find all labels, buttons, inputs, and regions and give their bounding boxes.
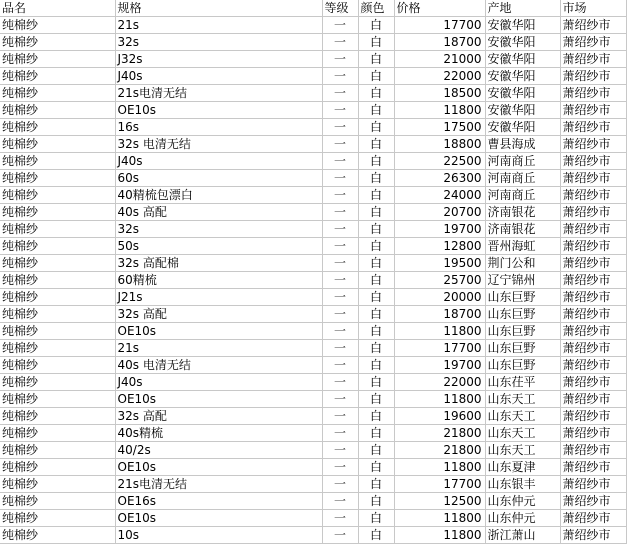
cell-price[interactable]: 17700 — [394, 17, 485, 34]
cell-name[interactable]: 纯棉纱 — [0, 289, 115, 306]
cell-spec[interactable]: J32s — [115, 51, 322, 68]
cell-name[interactable]: 纯棉纱 — [0, 493, 115, 510]
cell-market[interactable]: 萧绍纱市 — [560, 493, 626, 510]
cell-price[interactable]: 20000 — [394, 289, 485, 306]
table-row — [0, 170, 626, 187]
cell-color[interactable]: 白 — [358, 408, 394, 425]
cell-market[interactable]: 萧绍纱市 — [560, 153, 626, 170]
table-row — [0, 102, 626, 119]
cell-color[interactable]: 白 — [358, 527, 394, 544]
cell-price[interactable]: 22000 — [394, 68, 485, 85]
table-row — [0, 340, 626, 357]
cell-name[interactable]: 纯棉纱 — [0, 459, 115, 476]
cell-name[interactable]: 纯棉纱 — [0, 221, 115, 238]
table-row — [0, 408, 626, 425]
cell-price[interactable]: 26300 — [394, 170, 485, 187]
header-cell-name[interactable]: 品名 — [0, 0, 115, 17]
cell-name[interactable]: 纯棉纱 — [0, 272, 115, 289]
cell-price[interactable]: 11800 — [394, 102, 485, 119]
cell-name[interactable]: 纯棉纱 — [0, 51, 115, 68]
cell-name[interactable]: 纯棉纱 — [0, 102, 115, 119]
table-row — [0, 153, 626, 170]
cell-color[interactable]: 白 — [358, 357, 394, 374]
table-row — [0, 255, 626, 272]
cell-grade[interactable]: 一 — [322, 68, 358, 85]
cell-price[interactable]: 19700 — [394, 357, 485, 374]
cell-market[interactable]: 萧绍纱市 — [560, 442, 626, 459]
table-row — [0, 527, 626, 544]
cell-grade[interactable]: 一 — [322, 272, 358, 289]
cell-spec[interactable]: 40/2s — [115, 442, 322, 459]
cell-name[interactable]: 纯棉纱 — [0, 510, 115, 527]
cell-price[interactable]: 24000 — [394, 187, 485, 204]
cell-color[interactable]: 白 — [358, 85, 394, 102]
cell-color[interactable]: 白 — [358, 425, 394, 442]
header-cell-spec[interactable]: 规格 — [115, 0, 322, 17]
cell-origin[interactable]: 河南商丘 — [485, 187, 560, 204]
cell-origin[interactable]: 安徽华阳 — [485, 85, 560, 102]
cell-color[interactable]: 白 — [358, 493, 394, 510]
cell-price[interactable]: 25700 — [394, 272, 485, 289]
table-row — [0, 204, 626, 221]
table-row — [0, 391, 626, 408]
table-row — [0, 306, 626, 323]
cell-market[interactable]: 萧绍纱市 — [560, 459, 626, 476]
cell-grade[interactable]: 一 — [322, 391, 358, 408]
cell-grade[interactable]: 一 — [322, 425, 358, 442]
cell-color[interactable]: 白 — [358, 119, 394, 136]
cell-origin[interactable]: 安徽华阳 — [485, 68, 560, 85]
cell-name[interactable]: 纯棉纱 — [0, 119, 115, 136]
header-cell-grade[interactable]: 等级 — [322, 0, 358, 17]
cell-origin[interactable]: 山东巨野 — [485, 323, 560, 340]
cell-market[interactable]: 萧绍纱市 — [560, 85, 626, 102]
cell-spec[interactable]: 21s — [115, 17, 322, 34]
cell-color[interactable]: 白 — [358, 221, 394, 238]
cell-grade[interactable]: 一 — [322, 306, 358, 323]
cell-color[interactable]: 白 — [358, 204, 394, 221]
cell-spec[interactable]: 40s 高配 — [115, 204, 322, 221]
cell-origin[interactable]: 山东巨野 — [485, 340, 560, 357]
cell-color[interactable]: 白 — [358, 136, 394, 153]
table-row — [0, 238, 626, 255]
cell-name[interactable]: 纯棉纱 — [0, 323, 115, 340]
cell-origin[interactable]: 山东仲元 — [485, 493, 560, 510]
cell-price[interactable]: 11800 — [394, 459, 485, 476]
cell-price[interactable]: 19700 — [394, 221, 485, 238]
cell-origin[interactable]: 辽宁锦州 — [485, 272, 560, 289]
cell-name[interactable]: 纯棉纱 — [0, 357, 115, 374]
cell-name[interactable]: 纯棉纱 — [0, 374, 115, 391]
table-row — [0, 221, 626, 238]
cell-spec[interactable]: 50s — [115, 238, 322, 255]
cell-origin[interactable]: 安徽华阳 — [485, 34, 560, 51]
cell-color[interactable]: 白 — [358, 170, 394, 187]
cell-origin[interactable]: 山东夏津 — [485, 459, 560, 476]
cell-market[interactable]: 萧绍纱市 — [560, 255, 626, 272]
table-row — [0, 136, 626, 153]
cell-origin[interactable]: 山东巨野 — [485, 289, 560, 306]
cell-price[interactable]: 12800 — [394, 238, 485, 255]
cell-spec[interactable]: J40s — [115, 374, 322, 391]
cell-price[interactable]: 20700 — [394, 204, 485, 221]
cell-grade[interactable]: 一 — [322, 510, 358, 527]
cell-spec[interactable]: 32s 电清无结 — [115, 136, 322, 153]
cell-grade[interactable]: 一 — [322, 493, 358, 510]
cell-grade[interactable]: 一 — [322, 119, 358, 136]
cell-origin[interactable]: 山东巨野 — [485, 306, 560, 323]
table-row — [0, 374, 626, 391]
cell-origin[interactable]: 山东天工 — [485, 442, 560, 459]
cell-origin[interactable]: 山东仲元 — [485, 510, 560, 527]
cell-market[interactable]: 萧绍纱市 — [560, 221, 626, 238]
header-cell-origin[interactable]: 产地 — [485, 0, 560, 17]
header-cell-price[interactable]: 价格 — [394, 0, 485, 17]
cell-grade[interactable]: 一 — [322, 17, 358, 34]
cell-spec[interactable]: 32s — [115, 221, 322, 238]
cell-price[interactable]: 21000 — [394, 51, 485, 68]
header-cell-market[interactable]: 市场 — [560, 0, 626, 17]
cell-spec[interactable]: J21s — [115, 289, 322, 306]
cell-origin[interactable]: 河南商丘 — [485, 170, 560, 187]
cell-grade[interactable]: 一 — [322, 357, 358, 374]
table-row — [0, 187, 626, 204]
cell-name[interactable]: 纯棉纱 — [0, 153, 115, 170]
cell-grade[interactable]: 一 — [322, 323, 358, 340]
cell-market[interactable]: 萧绍纱市 — [560, 204, 626, 221]
cell-market[interactable]: 萧绍纱市 — [560, 17, 626, 34]
cell-grade[interactable]: 一 — [322, 85, 358, 102]
cell-name[interactable]: 纯棉纱 — [0, 306, 115, 323]
header-cell-color[interactable]: 颜色 — [358, 0, 394, 17]
cell-origin[interactable]: 安徽华阳 — [485, 51, 560, 68]
cell-origin[interactable]: 山东巨野 — [485, 357, 560, 374]
cell-grade[interactable]: 一 — [322, 221, 358, 238]
cell-spec[interactable]: 32s — [115, 34, 322, 51]
cell-color[interactable]: 白 — [358, 68, 394, 85]
table-row — [0, 493, 626, 510]
cell-spec[interactable]: 16s — [115, 119, 322, 136]
cell-spec[interactable]: 40s 电清无结 — [115, 357, 322, 374]
table-row — [0, 289, 626, 306]
cell-market[interactable]: 萧绍纱市 — [560, 187, 626, 204]
cell-grade[interactable]: 一 — [322, 238, 358, 255]
cell-price[interactable]: 11800 — [394, 391, 485, 408]
cell-market[interactable]: 萧绍纱市 — [560, 527, 626, 544]
cell-spec[interactable]: 60精梳 — [115, 272, 322, 289]
cell-color[interactable]: 白 — [358, 289, 394, 306]
cell-price[interactable]: 11800 — [394, 323, 485, 340]
cell-name[interactable]: 纯棉纱 — [0, 85, 115, 102]
cell-grade[interactable]: 一 — [322, 51, 358, 68]
cell-price[interactable]: 21800 — [394, 425, 485, 442]
cell-spec[interactable]: 40s精梳 — [115, 425, 322, 442]
cell-market[interactable]: 萧绍纱市 — [560, 170, 626, 187]
cell-name[interactable]: 纯棉纱 — [0, 425, 115, 442]
cell-origin[interactable]: 山东茌平 — [485, 374, 560, 391]
cell-color[interactable]: 白 — [358, 187, 394, 204]
cell-spec[interactable]: OE16s — [115, 493, 322, 510]
table-row — [0, 323, 626, 340]
cell-name[interactable]: 纯棉纱 — [0, 34, 115, 51]
cell-spec[interactable]: J40s — [115, 153, 322, 170]
cell-grade[interactable]: 一 — [322, 340, 358, 357]
cell-name[interactable]: 纯棉纱 — [0, 204, 115, 221]
cell-grade[interactable]: 一 — [322, 374, 358, 391]
table-row — [0, 272, 626, 289]
cell-name[interactable]: 纯棉纱 — [0, 340, 115, 357]
cell-price[interactable]: 12500 — [394, 493, 485, 510]
cell-price[interactable]: 18500 — [394, 85, 485, 102]
header-row — [0, 0, 626, 17]
table-row — [0, 510, 626, 527]
cell-spec[interactable]: 60s — [115, 170, 322, 187]
cell-market[interactable]: 萧绍纱市 — [560, 340, 626, 357]
cell-market[interactable]: 萧绍纱市 — [560, 391, 626, 408]
cell-market[interactable]: 萧绍纱市 — [560, 51, 626, 68]
cell-grade[interactable]: 一 — [322, 102, 358, 119]
cell-grade[interactable]: 一 — [322, 459, 358, 476]
cell-price[interactable]: 21800 — [394, 442, 485, 459]
cell-price[interactable]: 17500 — [394, 119, 485, 136]
cell-origin[interactable]: 浙江萧山 — [485, 527, 560, 544]
cell-spec[interactable]: 10s — [115, 527, 322, 544]
table-row — [0, 357, 626, 374]
cell-origin[interactable]: 曹县海成 — [485, 136, 560, 153]
cell-origin[interactable]: 山东天工 — [485, 425, 560, 442]
cell-price[interactable]: 22000 — [394, 374, 485, 391]
cell-spec[interactable]: OE10s — [115, 391, 322, 408]
cell-name[interactable]: 纯棉纱 — [0, 442, 115, 459]
cell-color[interactable]: 白 — [358, 17, 394, 34]
cell-price[interactable]: 22500 — [394, 153, 485, 170]
cell-color[interactable]: 白 — [358, 510, 394, 527]
cell-market[interactable]: 萧绍纱市 — [560, 408, 626, 425]
cell-market[interactable]: 萧绍纱市 — [560, 289, 626, 306]
cell-color[interactable]: 白 — [358, 442, 394, 459]
cell-color[interactable]: 白 — [358, 476, 394, 493]
cell-grade[interactable]: 一 — [322, 289, 358, 306]
cell-price[interactable]: 17700 — [394, 340, 485, 357]
cell-name[interactable]: 纯棉纱 — [0, 255, 115, 272]
table-row — [0, 68, 626, 85]
cell-market[interactable]: 萧绍纱市 — [560, 272, 626, 289]
cell-color[interactable]: 白 — [358, 255, 394, 272]
cell-grade[interactable]: 一 — [322, 204, 358, 221]
cell-color[interactable]: 白 — [358, 323, 394, 340]
table-row — [0, 476, 626, 493]
cell-spec[interactable]: 32s 高配 — [115, 408, 322, 425]
table-row — [0, 459, 626, 476]
cell-grade[interactable]: 一 — [322, 476, 358, 493]
cell-origin[interactable]: 河南商丘 — [485, 153, 560, 170]
cell-spec[interactable]: OE10s — [115, 459, 322, 476]
cell-grade[interactable]: 一 — [322, 34, 358, 51]
cell-price[interactable]: 17700 — [394, 476, 485, 493]
cell-color[interactable]: 白 — [358, 306, 394, 323]
cell-market[interactable]: 萧绍纱市 — [560, 425, 626, 442]
table-row — [0, 17, 626, 34]
cell-price[interactable]: 18700 — [394, 306, 485, 323]
cell-color[interactable]: 白 — [358, 153, 394, 170]
cell-market[interactable]: 萧绍纱市 — [560, 136, 626, 153]
cell-market[interactable]: 萧绍纱市 — [560, 323, 626, 340]
cell-color[interactable]: 白 — [358, 272, 394, 289]
cell-grade[interactable]: 一 — [322, 527, 358, 544]
cell-color[interactable]: 白 — [358, 459, 394, 476]
cell-spec[interactable]: 21s — [115, 340, 322, 357]
cell-market[interactable]: 萧绍纱市 — [560, 34, 626, 51]
cell-market[interactable]: 萧绍纱市 — [560, 374, 626, 391]
table-row — [0, 119, 626, 136]
cell-color[interactable]: 白 — [358, 238, 394, 255]
cell-spec[interactable]: 21s电清无结 — [115, 85, 322, 102]
cell-market[interactable]: 萧绍纱市 — [560, 102, 626, 119]
cell-price[interactable]: 19500 — [394, 255, 485, 272]
table-row — [0, 34, 626, 51]
cell-color[interactable]: 白 — [358, 102, 394, 119]
cell-origin[interactable]: 安徽华阳 — [485, 102, 560, 119]
cell-name[interactable]: 纯棉纱 — [0, 527, 115, 544]
cell-origin[interactable]: 济南银花 — [485, 221, 560, 238]
cell-origin[interactable]: 山东天工 — [485, 391, 560, 408]
cell-grade[interactable]: 一 — [322, 136, 358, 153]
cell-color[interactable]: 白 — [358, 391, 394, 408]
table-row — [0, 425, 626, 442]
cell-origin[interactable]: 荆门公和 — [485, 255, 560, 272]
cell-name[interactable]: 纯棉纱 — [0, 136, 115, 153]
cell-origin[interactable]: 山东银丰 — [485, 476, 560, 493]
cell-grade[interactable]: 一 — [322, 170, 358, 187]
cell-color[interactable]: 白 — [358, 340, 394, 357]
cell-spec[interactable]: J40s — [115, 68, 322, 85]
cell-grade[interactable]: 一 — [322, 255, 358, 272]
cell-name[interactable]: 纯棉纱 — [0, 187, 115, 204]
cell-origin[interactable]: 晋州海虹 — [485, 238, 560, 255]
cell-price[interactable]: 11800 — [394, 527, 485, 544]
cell-spec[interactable]: OE10s — [115, 323, 322, 340]
cell-grade[interactable]: 一 — [322, 187, 358, 204]
cell-name[interactable]: 纯棉纱 — [0, 17, 115, 34]
cell-market[interactable]: 萧绍纱市 — [560, 119, 626, 136]
cell-name[interactable]: 纯棉纱 — [0, 170, 115, 187]
cell-spec[interactable]: OE10s — [115, 510, 322, 527]
cell-price[interactable]: 18800 — [394, 136, 485, 153]
cell-name[interactable]: 纯棉纱 — [0, 391, 115, 408]
cell-spec[interactable]: 21s电清无结 — [115, 476, 322, 493]
cell-price[interactable]: 18700 — [394, 34, 485, 51]
cell-market[interactable]: 萧绍纱市 — [560, 357, 626, 374]
cell-origin[interactable]: 安徽华阳 — [485, 17, 560, 34]
cell-name[interactable]: 纯棉纱 — [0, 408, 115, 425]
table-row — [0, 442, 626, 459]
table-row — [0, 51, 626, 68]
cell-price[interactable]: 11800 — [394, 510, 485, 527]
cell-name[interactable]: 纯棉纱 — [0, 68, 115, 85]
cell-spec[interactable]: 32s 高配 — [115, 306, 322, 323]
cell-grade[interactable]: 一 — [322, 153, 358, 170]
cell-color[interactable]: 白 — [358, 34, 394, 51]
table-row — [0, 85, 626, 102]
cell-color[interactable]: 白 — [358, 374, 394, 391]
cell-name[interactable]: 纯棉纱 — [0, 476, 115, 493]
cell-market[interactable]: 萧绍纱市 — [560, 68, 626, 85]
cell-spec[interactable]: 40精梳包漂白 — [115, 187, 322, 204]
cell-color[interactable]: 白 — [358, 51, 394, 68]
cell-price[interactable]: 19600 — [394, 408, 485, 425]
cell-origin[interactable]: 济南银花 — [485, 204, 560, 221]
cell-market[interactable]: 萧绍纱市 — [560, 306, 626, 323]
cell-market[interactable]: 萧绍纱市 — [560, 476, 626, 493]
cell-spec[interactable]: OE10s — [115, 102, 322, 119]
cell-grade[interactable]: 一 — [322, 408, 358, 425]
cell-name[interactable]: 纯棉纱 — [0, 238, 115, 255]
cell-origin[interactable]: 山东天工 — [485, 408, 560, 425]
cell-grade[interactable]: 一 — [322, 442, 358, 459]
cell-origin[interactable]: 安徽华阳 — [485, 119, 560, 136]
cell-market[interactable]: 萧绍纱市 — [560, 238, 626, 255]
cell-spec[interactable]: 32s 高配棉 — [115, 255, 322, 272]
cell-market[interactable]: 萧绍纱市 — [560, 510, 626, 527]
